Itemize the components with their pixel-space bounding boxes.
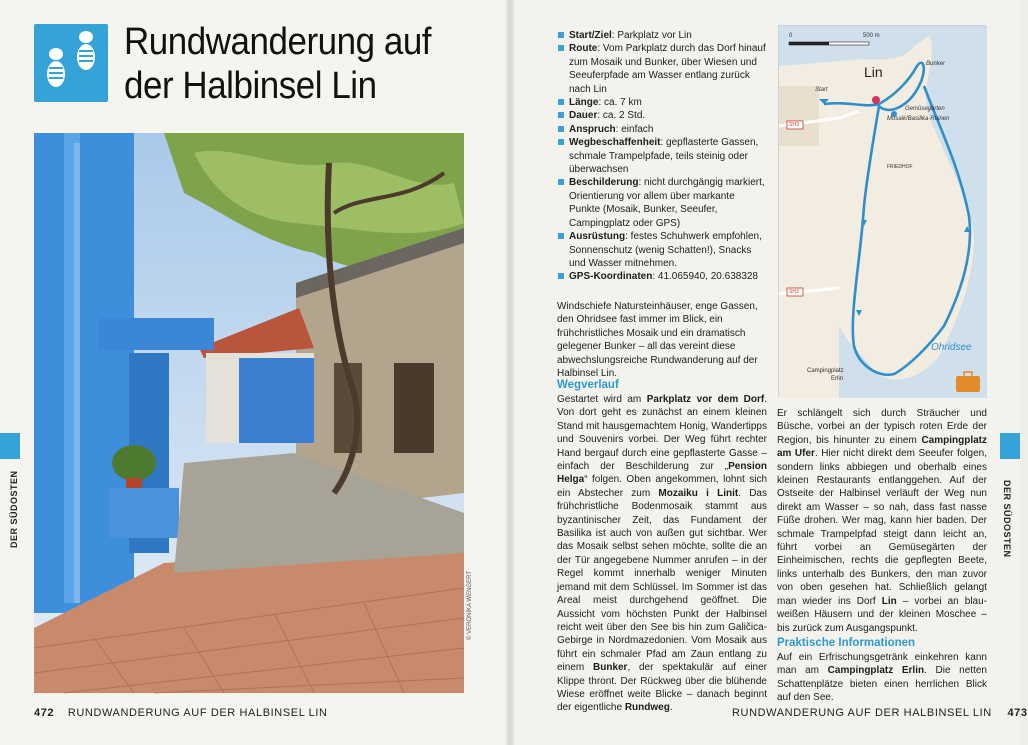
info-item: Ausrüstung: festes Schuhwerk empfohlen, Sonnenschutz (wenig Schatten!), Snacks und Wasser mitnehmen. (558, 230, 768, 270)
village-lane-photo (34, 133, 464, 693)
info-item: Beschilderung: nicht durchgängig markiert, Orientierung vor allem über markante Punkte (Mosaik, Bunker, Seeufer, Campingplatz oder GPS) (558, 176, 768, 230)
info-item: Dauer: ca. 2 Std. (558, 109, 768, 122)
section-tab-marker (1000, 433, 1020, 459)
emphasis-text: Parkplatz vor dem Dorf (646, 394, 765, 405)
info-item: Länge: ca. 7 km (558, 96, 768, 109)
body-column-2-practical (777, 651, 987, 705)
intro-paragraph: Windschiefe Natursteinhäuser, enge Gassen, den Ohridsee fast immer im Blick, ein frühchristliches Mosaik und ein dramatisch gelegener Bunker – all das vereint diese abwechslungsreiche Rundwanderung auf der Halbinsel Lin. (557, 301, 758, 380)
map-camping-label-2: Erlin (831, 376, 844, 382)
title-line-1: Rundwanderung auf (124, 21, 432, 63)
body-text: Er schlängelt sich durch Sträucher und Büsche, vorbei an der typisch roten Erde der Region, bis hinunter zu einem (777, 408, 987, 446)
info-item: Anspruch: einfach (558, 123, 768, 136)
body-text: Auf ein Erfrischungsgetränk einkehren kann man am (777, 652, 987, 677)
emphasis-text: Bunker (593, 662, 628, 674)
title-line-2: der Halbinsel Lin (124, 65, 377, 107)
info-item: GPS-Koordinaten: 41.065940, 20.638328 (558, 270, 768, 283)
emphasis-text: Campingplatz Erlin (827, 665, 925, 677)
page-title (124, 20, 455, 108)
body-column-1 (557, 393, 767, 715)
emphasis-text: Mozaiku i Linit (658, 487, 739, 499)
emphasis-text: Rundweg (624, 702, 670, 714)
heading-wegverlauf: Wegverlauf (557, 379, 619, 391)
map-mosaic-label: Mosaik/Basilika-Ruinen (887, 116, 950, 122)
body-text: , der spektakulär auf einer Klippe thront. Der Rückweg über die blühende Wiese eröffnet weite Blicke – danach beginnt der eigentliche (557, 662, 767, 714)
map-road-label-1: SH3 (789, 122, 799, 128)
running-head: RUNDWANDERUNG AUF DER HALBINSEL LIN (67, 707, 328, 719)
map-camping-label-1: Campingplatz (807, 368, 844, 374)
emphasis-text: Lin (881, 595, 897, 607)
body-text: . (669, 702, 673, 714)
body-text: . Das frühchristliche Bodenmosaik stammt aus byzantinischer Zeit, das Fundament der Basilika ist auch von außen gut sichtbar. Wer das Mosaik selbst sehen möchte, sollte die an der Tür angegebene Nummer anrufen – in der Regel kommt innerhalb weniger Minuten jemand mit dem Schlüssel. Im Sommer ist das Areal meist durchgehend geöffnet. Die Aussicht vom höchsten Punkt der Halbinsel reicht weit über den See bis hin zum Galičica-Gebirge in Nordmazedonien. Vom Mosaik aus führt ein schmaler Pfad am Zaun entlang zu einem (557, 487, 767, 674)
info-item: Route: Vom Parkplatz durch das Dorf hinauf zum Mosaik und Bunker, über Wiesen und Seeuferpfade am Wasser entlang zurück nach Lin (558, 42, 768, 96)
emphasis-text: Campingplatz am Ufer (777, 434, 987, 460)
map-town-label: Lin (864, 64, 883, 80)
map-cemetery-label: FRIEDHOF (887, 164, 913, 170)
heading-praktische-informationen: Praktische Informationen (777, 637, 916, 649)
info-item: Wegbeschaffenheit: gepflasterte Gassen, schmale Trampelpfade, teils steinig oder überwachsen (558, 136, 768, 176)
hiking-footprints-icon (34, 24, 108, 102)
page-number: 472 (34, 707, 55, 719)
body-text: . Von dort geht es zunächst an einem kleinen Stand mit hausgemachtem Honig, Wandertipps und Souvenirs vorbei. Der Weg führt rechter Hand bergauf durch eine gepflasterte Gasse – einfach der Beschilderung zur „ (557, 394, 767, 473)
page-number: 473 (1007, 707, 1028, 719)
page-footer (732, 707, 1028, 719)
body-text: “ folgen. Oben angekommen, lohnt sich ein Abstecher zum (557, 474, 767, 499)
emphasis-text: Pension Helga (557, 461, 767, 486)
map-lake-label: Ohridsee (931, 342, 972, 353)
body-column-2 (777, 407, 987, 635)
body-text: . Hier nicht direkt dem Seeufer folgen, sondern links abbiegen und oberhalb eines kleinen Restaurants entlanggehen. Auf der Ostseite der Halbinsel verläuft der Weg nun direkt am Wasser – so nah, dass fast nasse Füße drohen. Wer mag, kann hier baden. Der schmale Trampelpfad steigt dann leicht an, führt vorbei an Gemüsegärten der Einheimischen, rechts die gepflegten Beete, links unterhalb des Bunkers, den man zuvor von oben gesehen hat. Schließlich gelangt man wieder ins Dorf (777, 448, 987, 607)
photo-credit: © VERONIKA WENGERT (467, 571, 473, 640)
page-footer (34, 707, 328, 719)
section-tab-marker (0, 433, 20, 459)
map-start-label: Start (815, 87, 828, 93)
section-tab-label: DER SÜDOSTEN (1002, 480, 1012, 558)
map-scale-end: 500 m (863, 33, 880, 39)
left-page (0, 0, 510, 745)
map-scale-start: 0 (789, 33, 793, 39)
body-text: . Die netten Schattenplätze bieten einen herrlichen Blick auf den See. (777, 665, 987, 704)
running-head: RUNDWANDERUNG AUF DER HALBINSEL LIN (732, 707, 992, 719)
map-bunker-label: Bunker (926, 61, 946, 67)
map-road-label-2: SH3 (789, 289, 799, 295)
map-gardens-label: Gemüsegärten (905, 106, 945, 112)
body-text: Gestartet wird am (557, 394, 647, 405)
route-info-list (558, 29, 768, 284)
info-item: Start/Ziel: Parkplatz vor Lin (558, 29, 768, 42)
section-tab-label: DER SÜDOSTEN (9, 470, 19, 548)
route-map (778, 25, 986, 397)
body-text: – vorbei an blau-weißen Häusern und der kleinen Moschee – bis zurück zum Ausgangspunkt. (777, 595, 987, 634)
book-gutter (506, 0, 514, 745)
